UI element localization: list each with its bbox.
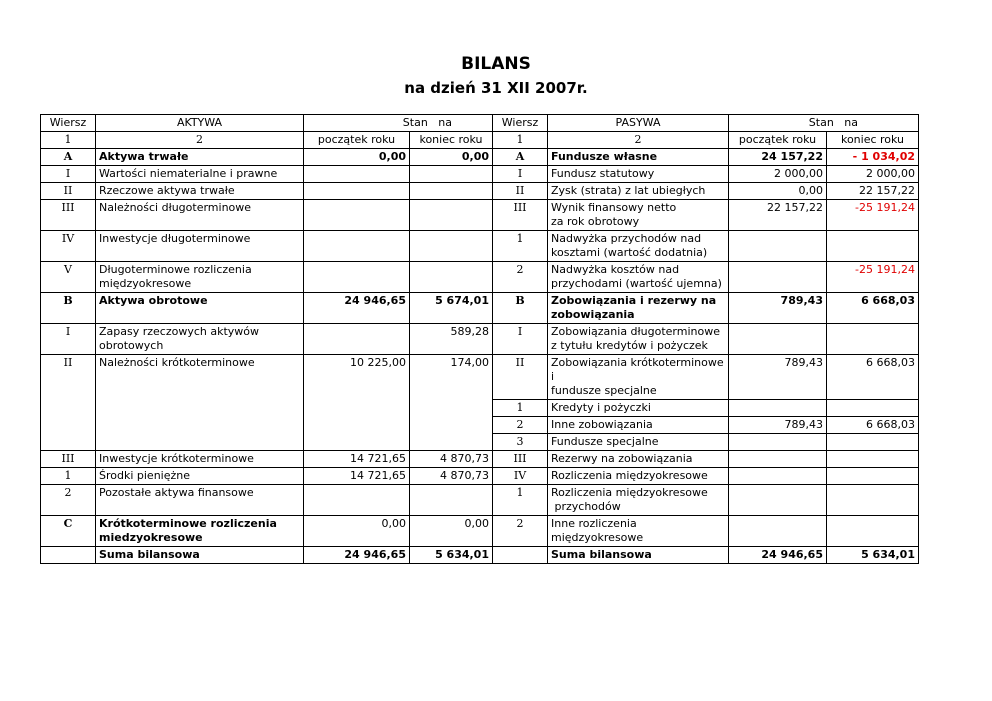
- row-label: Środki pieniężne: [96, 468, 304, 485]
- row-code: [41, 547, 96, 564]
- header-col-2: 2: [96, 132, 304, 149]
- row-label: Inne zobowiązania: [548, 417, 729, 434]
- row-code: III: [41, 451, 96, 468]
- row-label: Należności długoterminowe: [96, 200, 304, 231]
- value-end: 6 668,03: [827, 417, 919, 434]
- header-row: [41, 115, 919, 132]
- value-start: [304, 485, 410, 516]
- value-end: 0,00: [410, 516, 493, 547]
- value-end: [827, 468, 919, 485]
- value-end: [827, 451, 919, 468]
- document-title: BILANS: [461, 54, 531, 74]
- value-start: 789,43: [729, 355, 827, 400]
- value-start: 22 157,22: [729, 200, 827, 231]
- value-start: 24 946,65: [304, 293, 410, 324]
- balance-sheet-table: [40, 114, 919, 564]
- header-koniec-roku-pasywa: koniec roku: [827, 132, 919, 149]
- value-end: [410, 183, 493, 200]
- value-start: 14 721,65: [304, 468, 410, 485]
- row-code: 1: [493, 231, 548, 262]
- row-code: III: [493, 200, 548, 231]
- value-start: 0,00: [304, 149, 410, 166]
- value-start: [729, 434, 827, 451]
- table-row: [41, 451, 919, 468]
- value-start: [729, 485, 827, 516]
- row-label: Wartości niematerialne i prawne: [96, 166, 304, 183]
- header-koniec-roku: koniec roku: [410, 132, 493, 149]
- row-code: II: [41, 355, 96, 451]
- value-start: [304, 183, 410, 200]
- total-start: 24 946,65: [304, 547, 410, 564]
- row-label: Rzeczowe aktywa trwałe: [96, 183, 304, 200]
- value-start: [304, 200, 410, 231]
- row-code: 2: [493, 417, 548, 434]
- row-label: Zapasy rzeczowych aktywów obrotowych: [96, 324, 304, 355]
- total-end: 5 634,01: [827, 547, 919, 564]
- value-start: [729, 262, 827, 293]
- value-end: 589,28: [410, 324, 493, 355]
- header-col-2-pasywa: 2: [548, 132, 729, 149]
- value-end: [827, 516, 919, 547]
- row-label: Aktywa obrotowe: [96, 293, 304, 324]
- value-end: [410, 262, 493, 293]
- row-code: I: [493, 166, 548, 183]
- table-row: [41, 355, 919, 400]
- row-label: Zobowiązania długoterminowe z tytułu kredytów i pożyczek: [548, 324, 729, 355]
- value-end: [827, 485, 919, 516]
- table-row: [41, 149, 919, 166]
- row-label: Zysk (strata) z lat ubiegłych: [548, 183, 729, 200]
- row-code: [493, 547, 548, 564]
- row-code: 1: [493, 485, 548, 516]
- row-code: III: [493, 451, 548, 468]
- row-label: Należności krótkoterminowe: [96, 355, 304, 451]
- value-start: 789,43: [729, 417, 827, 434]
- value-start: [729, 468, 827, 485]
- header-aktywa: AKTYWA: [96, 115, 304, 132]
- value-end: [827, 434, 919, 451]
- row-code: C: [41, 516, 96, 547]
- header-col-1: 1: [41, 132, 96, 149]
- table-row: [41, 166, 919, 183]
- table-row: [41, 324, 919, 355]
- row-code: 2: [41, 485, 96, 516]
- value-start: [304, 231, 410, 262]
- row-label: Krótkoterminowe rozliczenia miedzyokresowe: [96, 516, 304, 547]
- table-row: [41, 231, 919, 262]
- total-label: Suma bilansowa: [96, 547, 304, 564]
- header-number-row: [41, 132, 919, 149]
- row-code: A: [493, 149, 548, 166]
- value-start: [729, 324, 827, 355]
- row-label: Inwestycje krótkoterminowe: [96, 451, 304, 468]
- value-end: 4 870,73: [410, 468, 493, 485]
- row-code: 1: [41, 468, 96, 485]
- value-start: 14 721,65: [304, 451, 410, 468]
- value-end: [410, 166, 493, 183]
- row-code: II: [41, 183, 96, 200]
- value-end: -25 191,24: [827, 262, 919, 293]
- table-row: [41, 485, 919, 516]
- table-row: [41, 468, 919, 485]
- value-end: -25 191,24: [827, 200, 919, 231]
- row-label: Zobowiązania i rezerwy na zobowiązania: [548, 293, 729, 324]
- row-label: Kredyty i pożyczki: [548, 400, 729, 417]
- total-start: 24 946,65: [729, 547, 827, 564]
- row-code: IV: [41, 231, 96, 262]
- total-end: 5 634,01: [410, 547, 493, 564]
- header-wiersz: Wiersz: [41, 115, 96, 132]
- value-start: [729, 400, 827, 417]
- header-col-1-pasywa: 1: [493, 132, 548, 149]
- total-label: Suma bilansowa: [548, 547, 729, 564]
- value-end: [827, 324, 919, 355]
- value-start: 24 157,22: [729, 149, 827, 166]
- value-start: 0,00: [729, 183, 827, 200]
- row-code: B: [41, 293, 96, 324]
- row-code: 2: [493, 516, 548, 547]
- row-label: Nadwyżka kosztów nad przychodami (wartość ujemna): [548, 262, 729, 293]
- row-code: A: [41, 149, 96, 166]
- row-label: Pozostałe aktywa finansowe: [96, 485, 304, 516]
- row-label: Rozliczenia międzyokresowe przychodów: [548, 485, 729, 516]
- value-end: 4 870,73: [410, 451, 493, 468]
- row-label: Nadwyżka przychodów nad kosztami (wartość dodatnia): [548, 231, 729, 262]
- row-code: 3: [493, 434, 548, 451]
- value-end: 174,00: [410, 355, 493, 451]
- table-row: [41, 200, 919, 231]
- value-start: [304, 324, 410, 355]
- value-start: 789,43: [729, 293, 827, 324]
- row-code: V: [41, 262, 96, 293]
- row-label: Fundusz statutowy: [548, 166, 729, 183]
- row-code: 1: [493, 400, 548, 417]
- row-label: Rozliczenia międzyokresowe: [548, 468, 729, 485]
- row-code: I: [493, 324, 548, 355]
- row-code: III: [41, 200, 96, 231]
- row-code: II: [493, 183, 548, 200]
- value-start: 2 000,00: [729, 166, 827, 183]
- row-label: Wynik finansowy netto za rok obrotowy: [548, 200, 729, 231]
- value-end: [827, 400, 919, 417]
- value-end: - 1 034,02: [827, 149, 919, 166]
- value-start: [304, 262, 410, 293]
- table-row: [41, 183, 919, 200]
- header-stan-na-pasywa: Stan na: [729, 115, 919, 132]
- row-code: I: [41, 324, 96, 355]
- header-wiersz-pasywa: Wiersz: [493, 115, 548, 132]
- value-end: [827, 231, 919, 262]
- row-label: Zobowiązania krótkoterminowe i fundusze specjalne: [548, 355, 729, 400]
- row-code: 2: [493, 262, 548, 293]
- header-poczatek-roku: początek roku: [304, 132, 410, 149]
- row-label: Inwestycje długoterminowe: [96, 231, 304, 262]
- value-start: [729, 231, 827, 262]
- row-label: Inne rozliczenia międzyokresowe: [548, 516, 729, 547]
- value-end: 22 157,22: [827, 183, 919, 200]
- value-end: 5 674,01: [410, 293, 493, 324]
- row-label: Długoterminowe rozliczenia międzyokresowe: [96, 262, 304, 293]
- document-subtitle: na dzień 31 XII 2007r.: [404, 79, 588, 97]
- value-start: [304, 166, 410, 183]
- value-start: 10 225,00: [304, 355, 410, 451]
- total-row: [41, 547, 919, 564]
- row-code: B: [493, 293, 548, 324]
- value-end: 2 000,00: [827, 166, 919, 183]
- header-poczatek-roku-pasywa: początek roku: [729, 132, 827, 149]
- table-row: [41, 262, 919, 293]
- table-row: [41, 293, 919, 324]
- row-label: Aktywa trwałe: [96, 149, 304, 166]
- row-code: IV: [493, 468, 548, 485]
- value-start: [729, 451, 827, 468]
- value-start: 0,00: [304, 516, 410, 547]
- value-start: [729, 516, 827, 547]
- table-row: [41, 516, 919, 547]
- row-label: Fundusze własne: [548, 149, 729, 166]
- header-pasywa: PASYWA: [548, 115, 729, 132]
- value-end: [410, 231, 493, 262]
- value-end: [410, 200, 493, 231]
- row-code: II: [493, 355, 548, 400]
- header-stan-na: Stan na: [304, 115, 493, 132]
- row-code: I: [41, 166, 96, 183]
- row-label: Fundusze specjalne: [548, 434, 729, 451]
- row-label: Rezerwy na zobowiązania: [548, 451, 729, 468]
- value-end: 6 668,03: [827, 355, 919, 400]
- value-end: 6 668,03: [827, 293, 919, 324]
- value-end: [410, 485, 493, 516]
- value-end: 0,00: [410, 149, 493, 166]
